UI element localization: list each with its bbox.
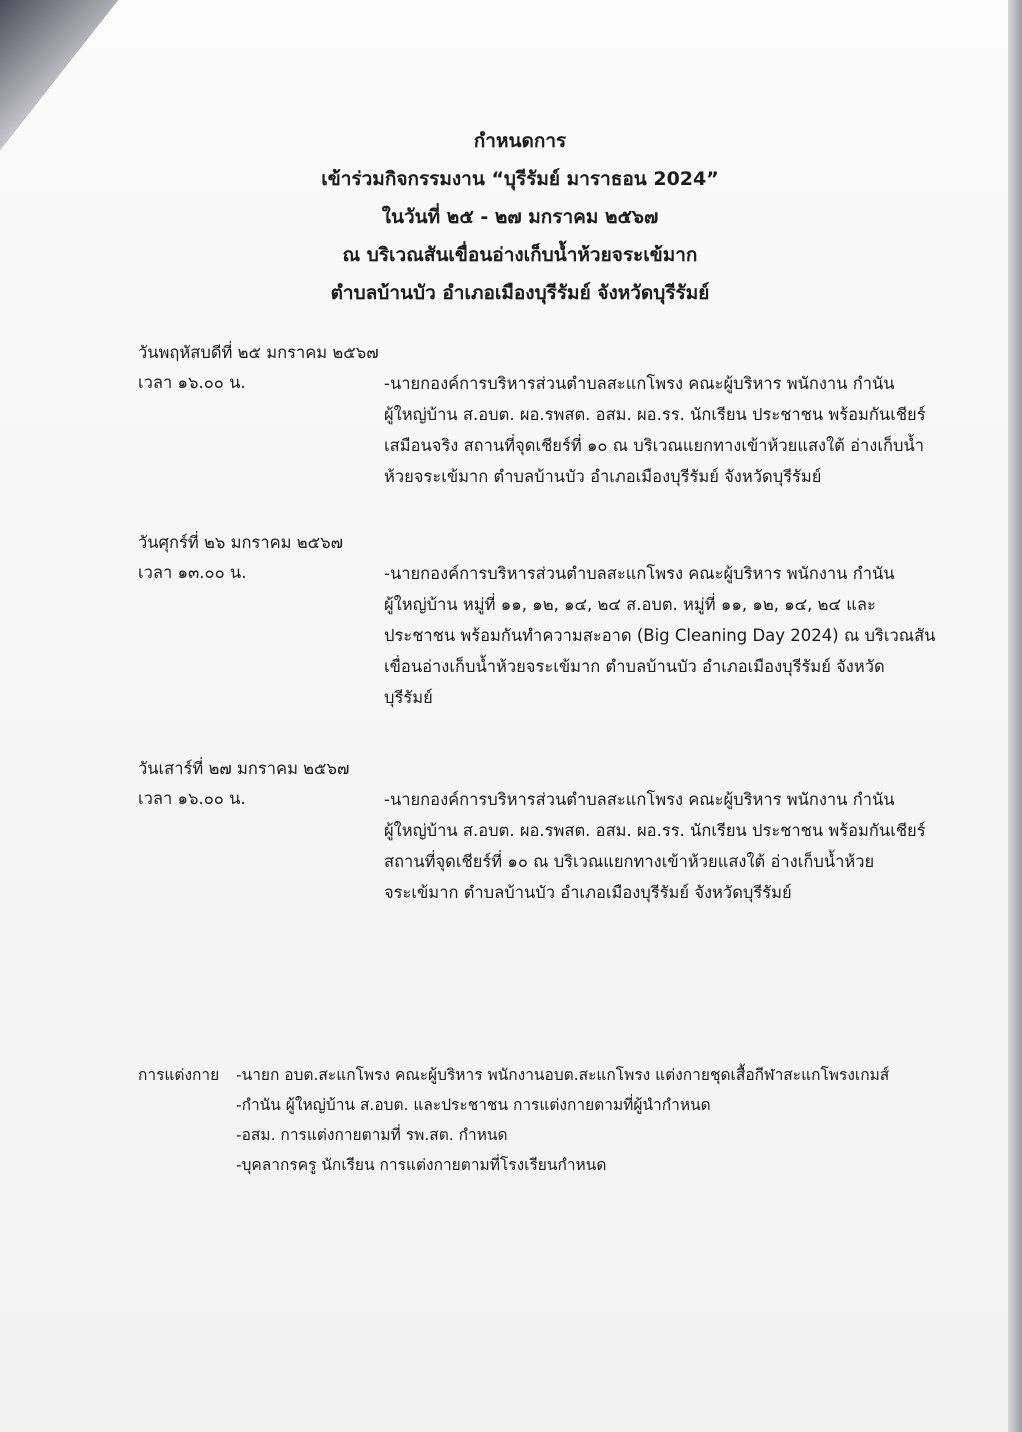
schedule-day-2 (138, 528, 958, 713)
description-line: สถานที่จุดเชียร์ที่ ๑๐ ณ บริเวณแยกทางเข้าห้วยแสงใต้ อ่างเก็บน้ำห้วย (384, 852, 875, 871)
description-line: ผู้ใหญ่บ้าน หมู่ที่ ๑๑, ๑๒, ๑๔, ๒๔ ส.อบต. หมู่ที่ ๑๑, ๑๒, ๑๔, ๒๔ และ (384, 595, 876, 614)
schedule-entry (138, 368, 958, 492)
dress-code-item: -กำนัน ผู้ใหญ่บ้าน ส.อบต. และประชาชน การแต่งกายตามที่ผู้นำกำหนด (236, 1096, 711, 1114)
description-line: ผู้ใหญ่บ้าน ส.อบต. ผอ.รพสต. อสม. ผอ.รร. นักเรียน ประชาชน พร้อมกันเชียร์ (384, 821, 926, 840)
day-heading: วันพฤหัสบดีที่ ๒๕ มกราคม ๒๕๖๗ (138, 343, 379, 362)
description-line: เสมือนจริง สถานที่จุดเชียร์ที่ ๑๐ ณ บริเวณแยกทางเข้าห้วยแสงใต้ อ่างเก็บน้ำ (384, 436, 924, 455)
description-line: ประชาชน พร้อมกันทำความสะอาด (Big Cleaning Day 2024) ณ บริเวณสัน (384, 626, 936, 645)
dress-code-item: -อสม. การแต่งกายตามที่ รพ.สต. กำหนด (236, 1126, 508, 1144)
description-line: ผู้ใหญ่บ้าน ส.อบต. ผอ.รพสต. อสม. ผอ.รร. นักเรียน ประชาชน พร้อมกันเชียร์ (384, 405, 926, 424)
dress-code-item: -บุคลากรครู นักเรียน การแต่งกายตามที่โรงเรียนกำหนด (236, 1156, 607, 1174)
paper-edge-shadow (1008, 0, 1022, 1432)
day-heading: วันเสาร์ที่ ๒๗ มกราคม ๒๕๖๗ (138, 759, 350, 778)
schedule-entry (138, 784, 958, 908)
dress-code-list (236, 1060, 968, 1180)
description-line: เขื่อนอ่างเก็บน้ำห้วยจระเข้มาก ตำบลบ้านบัว อำเภอเมืองบุรีรัมย์ จังหวัด (384, 657, 885, 676)
schedule-entry (138, 558, 958, 713)
entry-description (384, 368, 954, 492)
description-line: จระเข้มาก ตำบลบ้านบัว อำเภอเมืองบุรีรัมย์ จังหวัดบุรีรัมย์ (384, 883, 792, 902)
entry-description (384, 558, 954, 713)
entry-description (384, 784, 954, 908)
entry-time: เวลา ๑๖.๐๐ น. (138, 373, 246, 392)
dress-code-item: -นายก อบต.สะแกโพรง คณะผู้บริหาร พนักงานอบต.สะแกโพรง แต่งกายชุดเสื้อกีฬาสะแกโพรงเกมส์ (236, 1066, 890, 1084)
entry-time: เวลา ๑๓.๐๐ น. (138, 563, 247, 582)
description-line: -นายกองค์การบริหารส่วนตำบลสะแกโพรง คณะผู้บริหาร พนักงาน กำนัน (384, 790, 895, 809)
entry-time: เวลา ๑๖.๐๐ น. (138, 789, 246, 808)
title-line: ในวันที่ ๒๕ - ๒๗ มกราคม ๒๕๖๗ (381, 206, 659, 228)
description-line: บุรีรัมย์ (384, 688, 433, 707)
dress-code-section (138, 1060, 968, 1180)
description-line: -นายกองค์การบริหารส่วนตำบลสะแกโพรง คณะผู้บริหาร พนักงาน กำนัน (384, 374, 895, 393)
day-heading: วันศุกร์ที่ ๒๖ มกราคม ๒๕๖๗ (138, 533, 343, 552)
dress-code-label: การแต่งกาย (138, 1066, 220, 1084)
title-line: ณ บริเวณสันเขื่อนอ่างเก็บน้ำห้วยจระเข้มาก (342, 244, 698, 266)
title-line: กำหนดการ (473, 130, 567, 152)
description-line: ห้วยจระเข้มาก ตำบลบ้านบัว อำเภอเมืองบุรีรัมย์ จังหวัดบุรีรัมย์ (384, 467, 822, 486)
description-line: -นายกองค์การบริหารส่วนตำบลสะแกโพรง คณะผู้บริหาร พนักงาน กำนัน (384, 564, 895, 583)
title-line: ตำบลบ้านบัว อำเภอเมืองบุรีรัมย์ จังหวัดบุรีรัมย์ (330, 282, 710, 304)
document-title (200, 122, 840, 312)
schedule-day-1 (138, 338, 958, 492)
schedule-day-3 (138, 754, 958, 908)
title-line: เข้าร่วมกิจกรรมงาน “บุรีรัมย์ มาราธอน 2024” (321, 168, 719, 190)
